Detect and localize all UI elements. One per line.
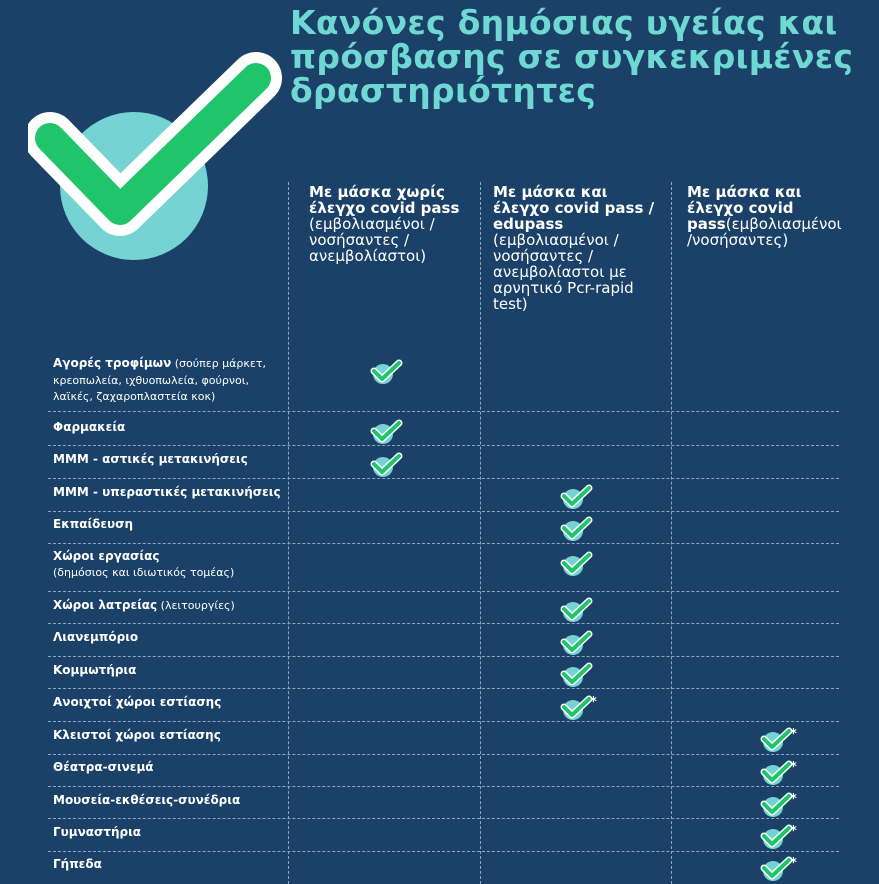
footnote-star: *: [790, 824, 797, 839]
row-divider: [48, 818, 839, 819]
row-label-title: Φαρμακεία: [53, 420, 126, 434]
row-divider: [48, 656, 839, 657]
row-label-note: (σούπερ μάρκετ,: [171, 357, 266, 370]
column-header-note: νοσήσαντες /: [309, 231, 410, 249]
row-label-title: Γυμναστήρια: [53, 825, 142, 839]
row-divider: [48, 511, 839, 512]
column-header-bold: pass: [687, 215, 726, 233]
footnote-star: *: [590, 695, 597, 710]
row-divider: [48, 478, 839, 479]
row-divider: [48, 721, 839, 722]
footnote-star: *: [790, 760, 797, 775]
row-label-title: Αγορές τροφίμων: [53, 356, 172, 370]
check-icon: [560, 661, 594, 689]
row-label-title: ΜΜΜ - αστικές μετακινήσεις: [53, 452, 248, 466]
column-divider: [288, 182, 289, 884]
check-icon: [560, 629, 594, 657]
row-label-title: Ανοιχτοί χώροι εστίασης: [53, 695, 222, 709]
row-divider: [48, 411, 839, 412]
row-divider: [48, 851, 839, 852]
row-divider: [48, 543, 839, 544]
row-label: [53, 419, 125, 436]
row-label: [53, 451, 248, 468]
check-icon: [760, 823, 794, 851]
check-icon: [560, 550, 594, 578]
row-label: [53, 662, 136, 679]
row-divider: [48, 623, 839, 624]
column-header-bold: Με μάσκα και: [687, 183, 802, 201]
column-header-no-pass: [309, 184, 459, 264]
footnote-star: *: [790, 727, 797, 742]
row-label: [53, 824, 141, 841]
row-label-title: Εκπαίδευση: [53, 517, 134, 531]
column-header-bold: έλεγχο covid pass /: [493, 199, 655, 217]
check-icon: [370, 451, 404, 479]
check-icon: [370, 358, 404, 386]
footnote-star: *: [790, 792, 797, 807]
check-icon: [560, 694, 594, 722]
check-icon: [760, 759, 794, 787]
row-label-title: Γήπεδα: [53, 857, 102, 871]
row-label: [53, 694, 221, 711]
check-icon: [370, 418, 404, 446]
row-label-note: (λειτουργίες): [157, 599, 235, 612]
row-label: [53, 597, 235, 615]
column-header-pass-or-test: [493, 184, 654, 312]
column-header-note: ανεμβολίαστοι): [309, 247, 427, 265]
column-header-note: αρνητικό Pcr-rapid: [493, 279, 634, 297]
row-label: [53, 792, 240, 809]
check-icon: [760, 791, 794, 819]
row-label-title: Λιανεμπόριο: [53, 630, 139, 644]
check-icon: [560, 515, 594, 543]
row-divider: [48, 445, 839, 446]
row-label: [53, 759, 154, 776]
row-label-title: Μουσεία-εκθέσεις-συνέδρια: [53, 793, 241, 807]
check-icon: [560, 596, 594, 624]
check-icon: [560, 483, 594, 511]
row-label: [53, 516, 133, 533]
row-label: [53, 727, 221, 744]
column-header-note: (εμβολιασμένοι /: [309, 215, 435, 233]
column-header-note: test): [493, 295, 528, 313]
row-label-title: Θέατρα-σινεμά: [53, 760, 154, 774]
row-label-title: ΜΜΜ - υπεραστικές μετακινήσεις: [53, 485, 281, 499]
column-header-bold: edupass: [493, 215, 564, 233]
row-label: [53, 355, 266, 406]
title-line: Κανόνες δημόσιας υγείας και: [290, 3, 838, 42]
row-divider: [48, 688, 839, 689]
column-divider: [480, 182, 481, 884]
row-divider: [48, 786, 839, 787]
footnote-star: *: [790, 856, 797, 871]
row-label-title: Χώροι λατρείας: [53, 598, 158, 612]
row-label: [53, 629, 138, 646]
row-label-title: Κλειστοί χώροι εστίασης: [53, 728, 221, 742]
column-header-note: ανεμβολίαστοι με: [493, 263, 627, 281]
check-icon: [760, 726, 794, 754]
row-label: [53, 856, 102, 873]
row-label-title: Κομμωτήρια: [53, 663, 137, 677]
row-label: [53, 548, 234, 581]
column-header-note: (εμβολιασμένοι /: [493, 231, 619, 249]
column-header-note: /νοσήσαντες): [687, 231, 789, 249]
title-line: δραστηριότητες: [290, 71, 597, 110]
column-divider: [671, 182, 672, 884]
row-label-title: Χώροι εργασίας: [53, 549, 160, 563]
check-circle-icon: [28, 40, 288, 270]
column-header-bold: έλεγχο covid: [687, 199, 794, 217]
check-icon: [760, 855, 794, 883]
row-label: [53, 484, 281, 501]
column-header-bold: Με μάσκα χωρίς: [309, 183, 445, 201]
page-title: [290, 3, 870, 110]
row-divider: [48, 754, 839, 755]
row-label-note: λαϊκές, ζαχαροπλαστεία κοκ): [53, 390, 216, 403]
row-divider: [48, 591, 839, 592]
column-header-note: (εμβολιασμένοι: [725, 215, 842, 233]
column-header-note: νοσήσαντες /: [493, 247, 594, 265]
row-label-note: κρεοπωλεία, ιχθυοπωλεία, φούρνοι,: [53, 373, 249, 387]
column-header-bold: Με μάσκα και: [493, 183, 608, 201]
column-header-bold: έλεγχο covid pass: [309, 199, 460, 217]
row-label-note: (δημόσιος και ιδιωτικός τομέας): [53, 565, 235, 579]
column-header-pass-only: [687, 184, 842, 248]
title-line: πρόσβασης σε συγκεκριμένες: [290, 37, 854, 76]
